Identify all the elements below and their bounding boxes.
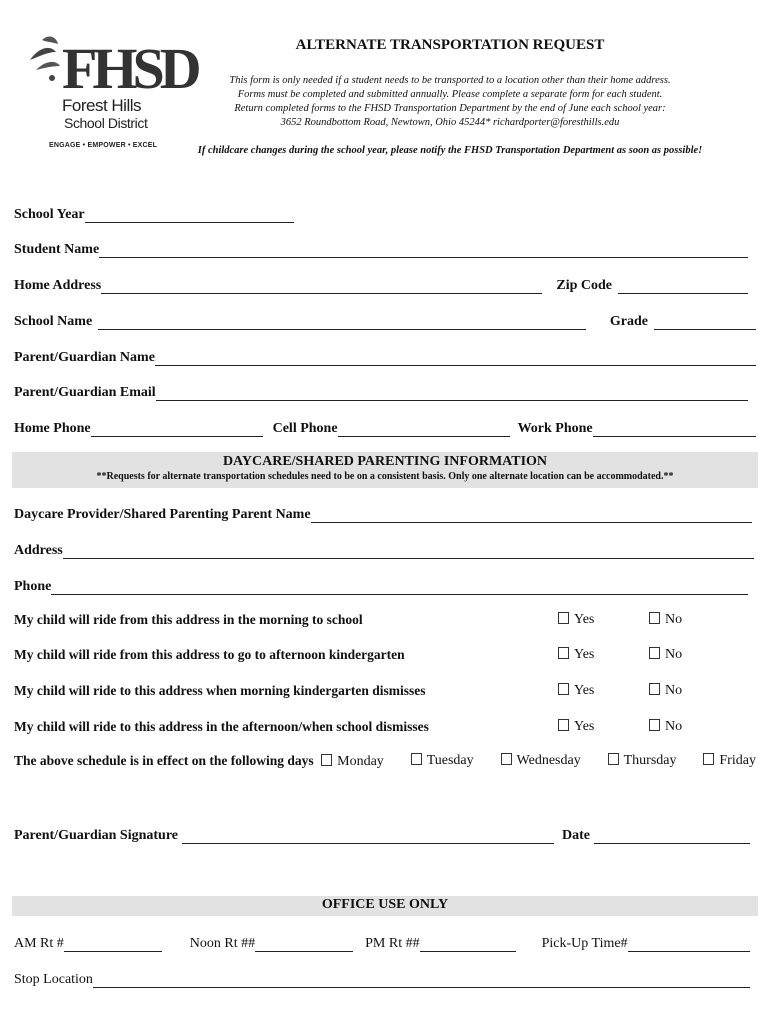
checkbox-icon[interactable]	[649, 647, 660, 659]
no-label: No	[665, 647, 683, 662]
daycare-phone-field[interactable]	[51, 580, 748, 595]
svg-text:FHSD: FHSD	[62, 36, 197, 101]
logo-tagline: ENGAGE • EMPOWER • EXCEL	[49, 142, 158, 149]
daycare-address-row	[14, 539, 754, 559]
stop-location-label: Stop Location	[14, 972, 93, 987]
am-route-field[interactable]	[64, 937, 162, 952]
home-address-row	[14, 274, 748, 294]
form-instructions	[200, 74, 700, 130]
question-morning-kindergarten-dismiss: My child will ride to this address when morning kindergarten dismisses	[14, 683, 426, 698]
checkbox-icon[interactable]	[558, 647, 569, 659]
daycare-address-label: Address	[14, 543, 63, 558]
day-thursday-option[interactable]	[608, 753, 677, 770]
daycare-provider-label: Daycare Provider/Shared Parenting Parent Name	[14, 507, 311, 522]
checkbox-icon[interactable]	[558, 683, 569, 695]
no-label: No	[665, 683, 683, 698]
checkbox-icon[interactable]	[411, 753, 422, 765]
childcare-note: If childcare changes during the school year, please notify the FHSD Transportation Department as soon as possible!	[197, 145, 703, 156]
daycare-title: DAYCARE/SHARED PARENTING INFORMATION	[222, 454, 548, 469]
day-wednesday-option[interactable]	[501, 753, 581, 770]
no-label: No	[665, 719, 683, 734]
office-routes-row	[14, 932, 750, 952]
work-phone-field[interactable]	[593, 422, 756, 437]
school-name-row	[14, 310, 756, 330]
intro-line: Return completed forms to the FHSD Transportation Department by the end of June each school year:	[234, 103, 666, 114]
school-year-label: School Year	[14, 207, 85, 222]
intro-line: 3652 Roundbottom Road, Newtown, Ohio 45244* richardporter@foresthills.edu	[280, 117, 620, 128]
checkbox-icon[interactable]	[649, 612, 660, 624]
question-afternoon-kindergarten: My child will ride from this address to go to afternoon kindergarten	[14, 647, 405, 662]
question-morning-to-school: My child will ride from this address in the morning to school	[14, 612, 363, 627]
school-year-row	[14, 203, 294, 223]
parent-name-field[interactable]	[155, 351, 756, 366]
checkbox-icon[interactable]	[649, 683, 660, 695]
form-title: ALTERNATE TRANSPORTATION REQUEST	[295, 37, 605, 53]
school-name-field[interactable]	[98, 315, 586, 330]
q2-yes-option[interactable]	[558, 647, 594, 663]
signature-field[interactable]	[182, 829, 554, 844]
cell-phone-field[interactable]	[338, 422, 510, 437]
daycare-address-field[interactable]	[63, 544, 754, 559]
home-phone-label: Home Phone	[14, 421, 91, 436]
student-name-row	[14, 238, 748, 258]
day-label: Tuesday	[426, 753, 474, 768]
daycare-provider-field[interactable]	[311, 508, 752, 523]
noon-route-field[interactable]	[255, 937, 353, 952]
intro-line: Forms must be completed and submitted annually. Please complete a separate form for each student.	[237, 89, 663, 100]
school-name-label: School Name	[14, 314, 93, 329]
office-section-header	[12, 896, 758, 916]
q1-no-option[interactable]	[649, 612, 682, 628]
parent-name-label: Parent/Guardian Name	[14, 350, 155, 365]
checkbox-icon[interactable]	[558, 719, 569, 731]
daycare-note: **Requests for alternate transportation schedules need to be on a consistent basis. Only one alternate location can be accommodated.**	[96, 471, 674, 482]
checkbox-icon[interactable]	[501, 753, 512, 765]
day-label: Thursday	[623, 753, 677, 768]
daycare-section-header	[12, 452, 758, 488]
pickup-time-field[interactable]	[628, 937, 750, 952]
intro-line: This form is only needed if a student needs to be transported to a location other than their home address.	[229, 75, 671, 86]
yes-label: Yes	[574, 647, 595, 662]
signature-label: Parent/Guardian Signature	[14, 828, 179, 843]
grade-field[interactable]	[654, 315, 756, 330]
day-label: Monday	[337, 754, 384, 769]
zip-code-label: Zip Code	[556, 278, 612, 293]
parent-email-label: Parent/Guardian Email	[14, 385, 156, 400]
daycare-phone-label: Phone	[14, 579, 52, 594]
question-afternoon-dismiss: My child will ride to this address in the afternoon/when school dismisses	[14, 719, 429, 734]
logo-name-line2: School District	[64, 115, 148, 131]
schedule-days-row	[14, 753, 756, 770]
parent-name-row	[14, 346, 756, 366]
schedule-label: The above schedule is in effect on the following days	[14, 753, 314, 768]
stop-location-row	[14, 968, 750, 988]
q1-yes-option[interactable]	[558, 612, 594, 628]
district-logo	[22, 30, 197, 160]
home-phone-field[interactable]	[91, 422, 263, 437]
grade-label: Grade	[609, 314, 648, 329]
q3-yes-option[interactable]	[558, 683, 594, 699]
checkbox-icon[interactable]	[608, 753, 619, 765]
student-name-field[interactable]	[99, 243, 748, 258]
parent-email-row	[14, 381, 748, 401]
day-label: Wednesday	[516, 753, 581, 768]
no-label: No	[665, 612, 683, 627]
work-phone-label: Work Phone	[517, 421, 593, 436]
fhsd-logo-icon	[22, 30, 197, 101]
pickup-time-label: Pick-Up Time#	[541, 936, 628, 951]
checkbox-icon[interactable]	[703, 753, 714, 765]
daycare-phone-row	[14, 575, 748, 595]
pm-route-field[interactable]	[420, 937, 516, 952]
parent-email-field[interactable]	[156, 386, 748, 401]
q4-no-option[interactable]	[649, 719, 682, 735]
yes-label: Yes	[574, 612, 595, 627]
logo-name-line1: Forest Hills	[62, 96, 142, 115]
checkbox-icon[interactable]	[649, 719, 660, 731]
day-label: Friday	[719, 753, 756, 768]
cell-phone-label: Cell Phone	[272, 421, 338, 436]
pm-route-label: PM Rt ##	[365, 936, 420, 951]
am-route-label: AM Rt #	[14, 936, 64, 951]
q2-no-option[interactable]	[649, 647, 682, 663]
day-tuesday-option[interactable]	[411, 753, 474, 770]
q3-no-option[interactable]	[649, 683, 682, 699]
checkbox-icon[interactable]	[321, 754, 332, 766]
home-address-field[interactable]	[101, 279, 542, 294]
noon-route-label: Noon Rt ##	[189, 936, 256, 951]
day-monday-option[interactable]	[321, 754, 384, 769]
date-label: Date	[562, 828, 590, 843]
day-friday-option[interactable]	[703, 753, 756, 770]
phones-row	[14, 417, 756, 437]
checkbox-icon[interactable]	[558, 612, 569, 624]
student-name-label: Student Name	[14, 242, 100, 257]
q4-yes-option[interactable]	[558, 719, 594, 735]
stop-location-field[interactable]	[93, 973, 750, 988]
home-address-label: Home Address	[14, 278, 102, 293]
signature-row	[14, 824, 750, 844]
daycare-provider-row	[14, 503, 752, 523]
date-field[interactable]	[594, 829, 750, 844]
office-title: OFFICE USE ONLY	[321, 897, 449, 912]
zip-code-field[interactable]	[618, 279, 748, 294]
yes-label: Yes	[574, 719, 595, 734]
yes-label: Yes	[574, 683, 595, 698]
school-year-field[interactable]	[85, 208, 294, 223]
